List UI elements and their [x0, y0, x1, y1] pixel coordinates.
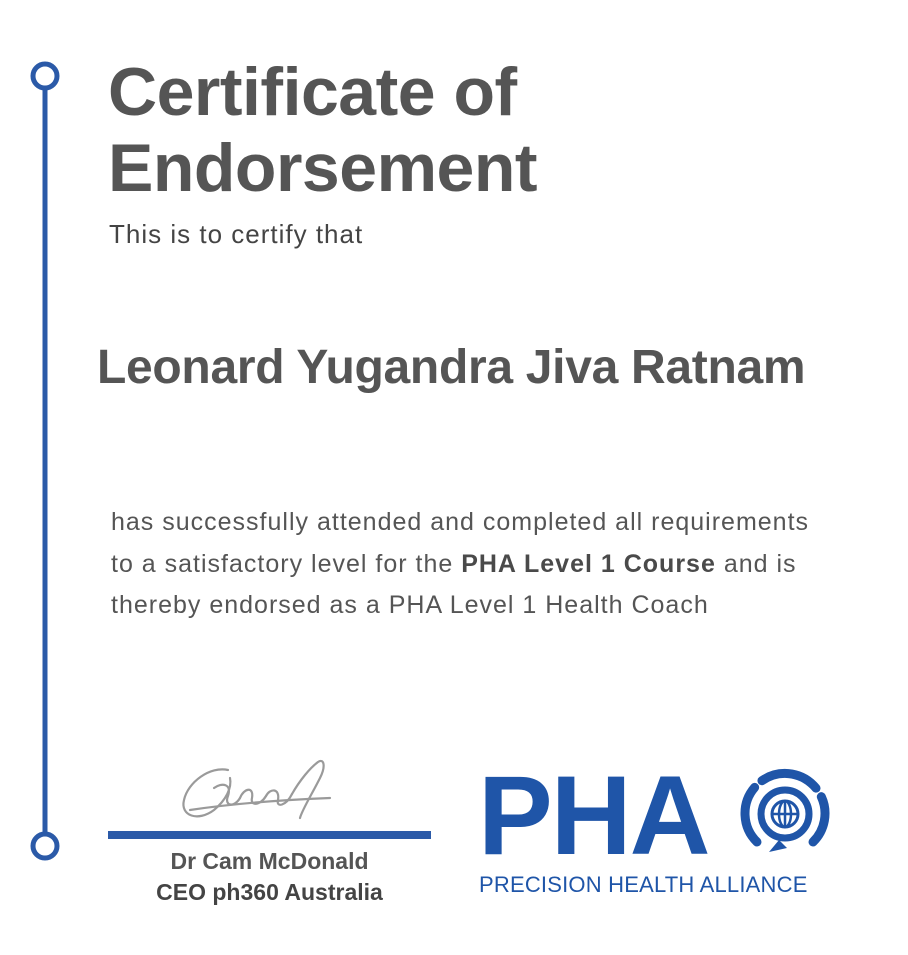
- title-line-1: Certificate of: [108, 54, 517, 130]
- signature-line: [108, 831, 431, 839]
- course-name: PHA Level 1 Course: [461, 549, 716, 578]
- pha-logo-acronym: PHA: [478, 753, 709, 878]
- statement-part-1: has successfully attended and completed all requirements to a satisfactory level for the: [111, 508, 810, 578]
- endorsement-statement: [111, 502, 811, 627]
- intro-text: This is to certify that: [109, 219, 364, 249]
- signer-title: CEO ph360 Australia: [156, 879, 383, 905]
- title-line-2: Endorsement: [108, 130, 538, 206]
- certificate-title: [108, 54, 537, 206]
- signature-icon: [170, 748, 370, 828]
- statement-part-2: and is thereby endorsed as a PHA Level 1 Health Coach: [111, 549, 797, 619]
- recipient-name: Leonard Yugandra Jiva Ratnam: [97, 341, 806, 394]
- signer-name: Dr Cam McDonald: [170, 848, 369, 874]
- pha-logo-tagline: PRECISION HEALTH ALLIANCE: [479, 872, 808, 897]
- timeline-decoration: [30, 60, 60, 870]
- globe-broadcast-icon: [735, 768, 835, 868]
